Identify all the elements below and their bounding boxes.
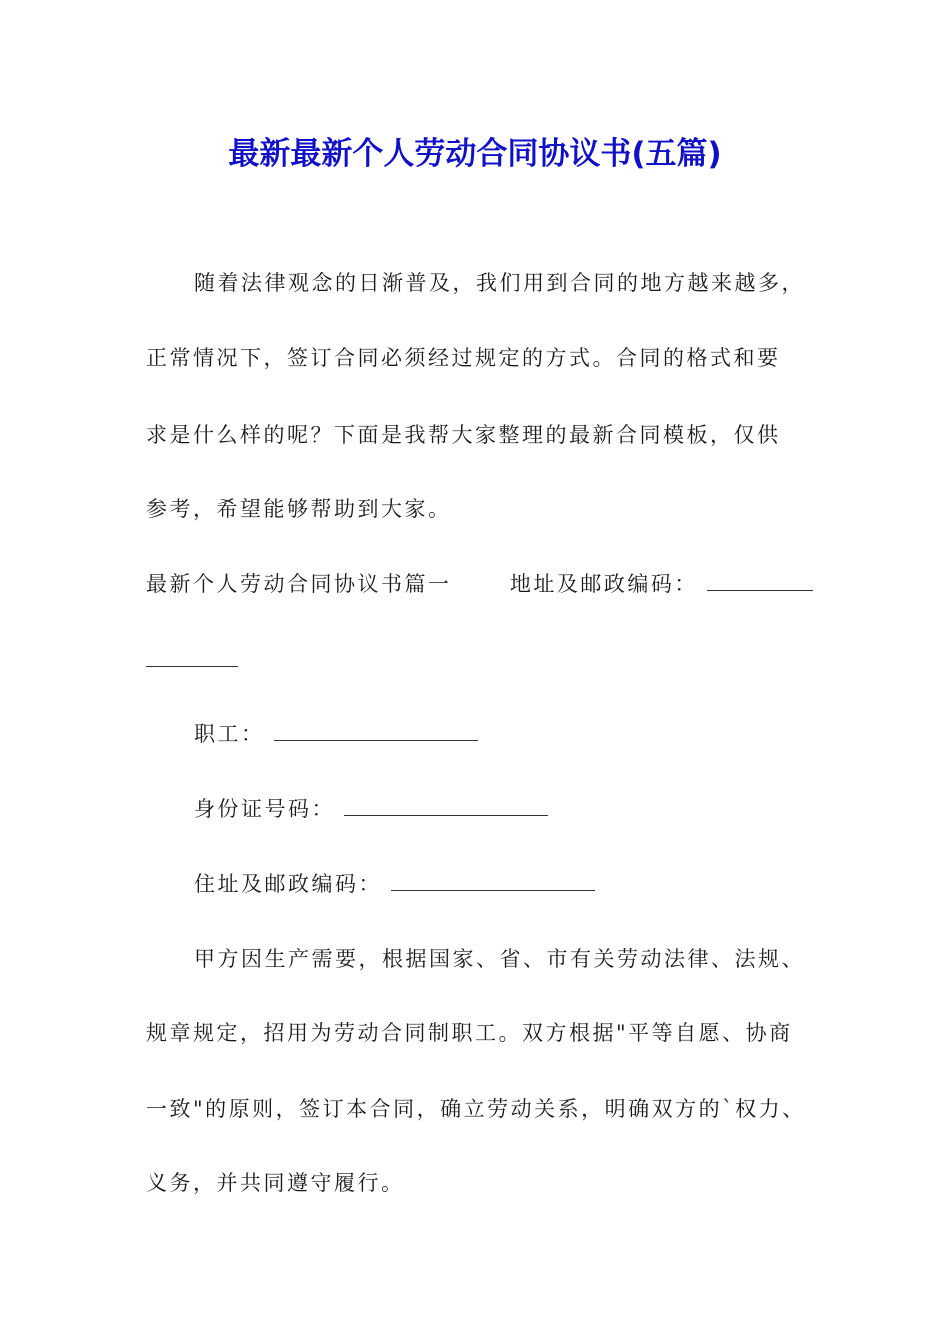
intro-line-2: 正常情况下，签订合同必须经过规定的方式。合同的格式和要 <box>146 346 781 370</box>
address-line-2 <box>194 869 595 899</box>
employee-label: 职工： <box>194 722 265 746</box>
intro-line-3: 求是什么样的呢？下面是我帮大家整理的最新合同模板，仅供 <box>146 423 781 447</box>
employee-blank <box>274 722 478 741</box>
address-blank-1 <box>707 572 813 591</box>
intro-line-4: 参考，希望能够帮助到大家。 <box>146 497 452 521</box>
body-line-1: 甲方因生产需要，根据国家、省、市有关劳动法律、法规、 <box>194 947 805 971</box>
document-title: 最新最新个人劳动合同协议书(五篇) <box>228 136 722 172</box>
id-blank <box>344 797 548 816</box>
section-heading-line <box>146 569 813 599</box>
address-blank-1-continued <box>146 666 238 667</box>
id-line <box>194 794 548 824</box>
body-line-2: 规章规定，招用为劳动合同制职工。双方根据"平等自愿、协商 <box>146 1021 793 1045</box>
address-blank-2 <box>391 872 595 891</box>
address-label-2: 住址及邮政编码： <box>194 872 382 896</box>
employee-line <box>194 719 478 749</box>
body-line-4: 义务，并共同遵守履行。 <box>146 1171 405 1195</box>
address-label-1: 地址及邮政编码： <box>509 572 698 596</box>
body-line-3: 一致"的原则，签订本合同，确立劳动关系，明确双方的`权力、 <box>146 1097 806 1121</box>
id-label: 身份证号码： <box>194 797 335 821</box>
intro-line-1: 随着法律观念的日渐普及，我们用到合同的地方越来越多， <box>194 271 805 295</box>
section-heading: 最新个人劳动合同协议书篇一 <box>146 572 452 596</box>
